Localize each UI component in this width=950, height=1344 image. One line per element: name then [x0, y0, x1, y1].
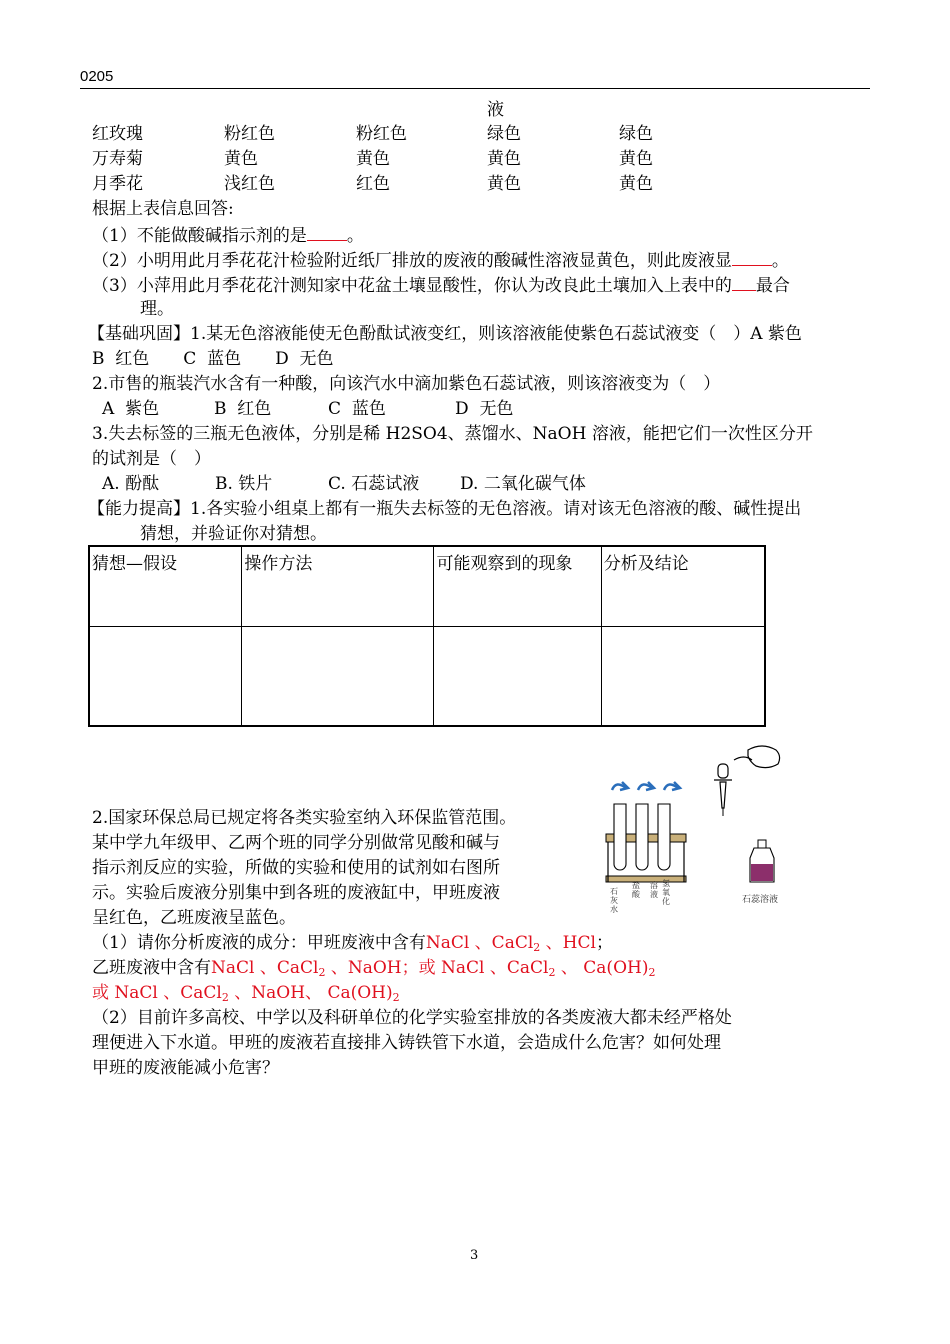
q2-sub1-line3: 或 NaCl 、CaCl$_2$ 、NaOH、 $Ca(OH)_2$	[92, 983, 400, 1004]
header-code: 0205	[80, 68, 114, 85]
table-cell: 黄色	[619, 174, 653, 194]
svg-text:石: 石	[610, 887, 618, 896]
litmus-bottle-icon	[750, 840, 774, 882]
question-tail: 。	[346, 226, 364, 246]
question-tail: 最合	[755, 276, 790, 296]
question-text: （1）不能做酸碱指示剂的是	[92, 226, 307, 246]
basic-q3-line2: 的试剂是（ ）	[92, 449, 211, 469]
ability-q1-line1: 【能力提高】1.各实验小组桌上都有一瓶失去标签的无色溶液。请对该无色溶液的酸、碱性提出	[88, 499, 802, 519]
question-2	[92, 247, 789, 274]
table-row	[89, 546, 765, 626]
table-header-tail: 液	[487, 100, 504, 120]
paragraph-line: 呈红色，乙班废液呈蓝色。	[92, 908, 296, 928]
sub1-prefix: （1）请你分析废液的成分：甲班废液中含有	[92, 933, 426, 953]
arrows-icon	[612, 782, 680, 790]
option-b: B. 铁片	[215, 474, 273, 494]
svg-text:液: 液	[650, 890, 658, 899]
option-d: D 无色	[455, 399, 514, 419]
table-header-cell: 可能观察到的现象	[434, 546, 601, 626]
table-answer-cell[interactable]	[242, 626, 434, 726]
answer-blank[interactable]	[732, 272, 756, 291]
option-a: A 紫色	[102, 399, 160, 419]
lab-figure	[598, 742, 798, 932]
table-cell: 红玫瑰	[92, 124, 143, 144]
sub1-line2-prefix: 乙班废液中含有	[92, 958, 211, 978]
option-c: C 蓝色	[328, 399, 386, 419]
page-number: 3	[470, 1248, 479, 1263]
paragraph-line: 2.国家环保总局已规定将各类实验室纳入环保监管范围。	[92, 808, 517, 828]
basic-q2-line1: 2.市售的瓶装汽水含有一种酸，向该汽水中滴加紫色石蕊试液，则该溶液变为（ ）	[92, 374, 721, 394]
svg-text:盐: 盐	[632, 881, 640, 890]
table-header-cell: 分析及结论	[601, 546, 765, 626]
hypothesis-table	[88, 545, 766, 727]
table-cell: 黄色	[487, 174, 521, 194]
paragraph-line: 指示剂反应的实验，所做的实验和使用的试剂如右图所	[92, 858, 500, 878]
question-3-continuation: 理。	[140, 299, 174, 319]
paragraph-line: 某中学九年级甲、乙两个班的同学分别做常见酸和碱与	[92, 833, 500, 853]
option-d: D. 二氧化碳气体	[460, 474, 586, 494]
table-cell: 绿色	[619, 124, 653, 144]
svg-text:溶: 溶	[650, 881, 658, 890]
paragraph-line: 甲班的废液能减小危害？	[92, 1058, 279, 1078]
table-cell: 粉红色	[224, 124, 275, 144]
table-answer-cell[interactable]	[601, 626, 765, 726]
question-text: （3）小萍用此月季花花汁测知家中花盆土壤显酸性，你认为改良此土壤加入上表中的	[92, 276, 732, 296]
svg-text:灰: 灰	[610, 896, 618, 905]
svg-text:氢: 氢	[662, 879, 670, 888]
table-cell: 黄色	[356, 149, 390, 169]
table-cell: 粉红色	[356, 124, 407, 144]
answer-text: NaCl 、CaCl$_2$ 、NaOH；或 NaCl 、CaCl$_2$ 、 $Ca(OH)_2$	[211, 958, 656, 979]
table-cell: 绿色	[487, 124, 521, 144]
table-header-cell: 操作方法	[242, 546, 434, 626]
table-cell: 浅红色	[224, 174, 275, 194]
svg-text:氧: 氧	[662, 888, 670, 897]
test-tube-rack-icon	[606, 804, 686, 882]
bottle-label: 石蕊溶液	[742, 895, 779, 905]
paragraph-line: 理便进入下水道。甲班的废液若直接排入铸铁管下水道，会造成什么危害？如何处理	[92, 1033, 721, 1053]
table-cell: 黄色	[224, 149, 258, 169]
table-answer-cell[interactable]	[89, 626, 242, 726]
question-3	[92, 272, 790, 299]
table-answer-cell[interactable]	[434, 626, 601, 726]
option-a: A. 酚酞	[102, 474, 160, 494]
paragraph-line: 示。实验后废液分别集中到各班的废液缸中，甲班废液	[92, 883, 500, 903]
svg-text:化: 化	[662, 897, 670, 906]
ability-q1-line2: 猜想，并验证你对猜想。	[140, 524, 327, 544]
question-tail: 。	[771, 251, 789, 271]
basic-q3-line1: 3.失去标签的三瓶无色液体，分别是稀 H2SO4、蒸馏水、NaOH 溶液，能把它们一次性区分开	[92, 424, 813, 444]
basic-q1-line1: 【基础巩固】1.某无色溶液能使无色酚酞试液变红，则该溶液能使紫色石蕊试液变（ ）A 紫色	[88, 324, 802, 344]
svg-text:酸: 酸	[632, 890, 640, 899]
header-rule	[80, 88, 870, 89]
table-cell: 红色	[356, 174, 390, 194]
option-c: C. 石蕊试液	[328, 474, 420, 494]
answer-blank[interactable]	[307, 222, 347, 241]
answer-blank[interactable]	[732, 247, 772, 266]
table-header-cell: 猜想—假设	[89, 546, 242, 626]
option-b: B 红色	[214, 399, 272, 419]
table-cell: 黄色	[619, 149, 653, 169]
table-cell: 月季花	[92, 174, 143, 194]
dropper-hand-icon	[714, 746, 780, 816]
svg-text:水: 水	[610, 905, 618, 914]
sub1-tail: ；	[595, 933, 613, 953]
question-text: （2）小明用此月季花花汁检验附近纸厂排放的废液的酸碱性溶液显黄色，则此废液显	[92, 251, 732, 271]
answer-text: NaCl 、CaCl$_2$ 、HCl	[425, 933, 596, 954]
question-intro: 根据上表信息回答:	[92, 199, 234, 219]
table-cell: 黄色	[487, 149, 521, 169]
question-1	[92, 222, 364, 249]
tube-labels	[610, 878, 670, 914]
basic-q1-line2: B 红色 C 蓝色 D 无色	[92, 349, 334, 369]
table-row	[89, 626, 765, 726]
paragraph-line: （2）目前许多高校、中学以及科研单位的化学实验室排放的各类废液大都未经严格处	[92, 1008, 732, 1028]
table-cell: 万寿菊	[92, 149, 143, 169]
